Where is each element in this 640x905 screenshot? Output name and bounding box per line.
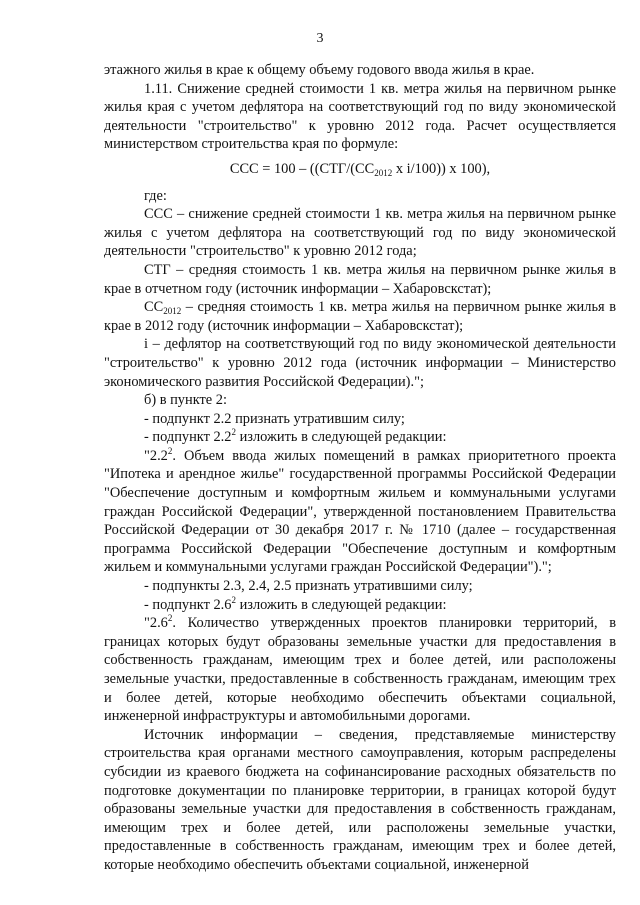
item-b-4-text-a: - подпункт 2.6 bbox=[144, 596, 232, 613]
item-b-2-text-a: - подпункт 2.2 bbox=[144, 429, 232, 446]
quote-2-2-2-num: "2.2 bbox=[144, 447, 168, 464]
item-b-4 bbox=[104, 596, 616, 615]
formula-subscript: 2012 bbox=[374, 167, 393, 178]
item-b: б) в пункте 2: bbox=[144, 392, 227, 409]
paragraph-continuation: этажного жилья в крае к общему объему годового ввода жилья в крае. bbox=[104, 62, 535, 78]
definition-cc-prefix: СС bbox=[144, 299, 164, 316]
definition-i: i – дефлятор на соответствующий год по виду экономической деятельности "строительство" к уровню 2012 года (источник информации – Министерство экономического развития Российской Федерации)."; bbox=[104, 336, 616, 390]
item-b-1: - подпункт 2.2 признать утратившим силу; bbox=[144, 410, 405, 427]
definition-cc2012 bbox=[104, 298, 616, 335]
quote-2-6-2-sup: 2 bbox=[167, 613, 173, 624]
quote-2-2-2-text: . Объем ввода жилых помещений в рамках приоритетного проекта "Ипотека и арендное жилье" государственной программы Российской Федерации "Обеспечение доступным и комфортным жильем и коммунальными услугами граждан Российской Федерации", утвержденной постановлением Правительства Российской Федерации от 30 декабря 2017 г. № 1710 (далее – государственная программа Российской Федерации "Обеспечение доступным и комфортным жильем и коммунальными услугами граждан Российской Федерации")."; bbox=[104, 447, 616, 576]
item-b-4-sup: 2 bbox=[231, 594, 236, 605]
paragraph-1-11: 1.11. Снижение средней стоимости 1 кв. метра жилья на первичном рынке жилья края с учетом дефлятора на соответствующий год по виду экономической деятельности "строительство" к уровню 2012 года. Расчет осуществляется министерством строительства края по формуле: bbox=[104, 80, 616, 153]
quote-2-6-2-text: . Количество утвержденных проектов планировки территорий, в границах которых будут образованы земельные участки для предоставления в собственность гражданам, имеющим трех и более детей, или расположены земельные участки, предоставленные в собственность гражданам, имеющим трех и более детей, которые необходимо обеспечить объектами социальной, инженерной инфраструктуры и автомобильными дорогами. bbox=[104, 615, 616, 725]
definition-ctg: СТГ – средняя стоимость 1 кв. метра жилья на первичном рынке жилья в крае в отчетном году (источник информации – Хабаровскстат); bbox=[104, 261, 616, 297]
where-label: где: bbox=[144, 187, 167, 204]
item-b-2-sup: 2 bbox=[231, 427, 236, 438]
formula-part2: x i/100)) x 100), bbox=[392, 160, 491, 177]
item-b-4-text-b: изложить в следующей редакции: bbox=[235, 596, 447, 613]
formula-part1: ССС = 100 – ((СТГ/(СС bbox=[229, 160, 375, 177]
quote-2-2-2 bbox=[104, 447, 616, 577]
page-number: 3 bbox=[316, 31, 324, 46]
quote-2-2-2-sup: 2 bbox=[167, 445, 173, 456]
formula bbox=[104, 160, 616, 179]
document-body bbox=[104, 61, 616, 875]
quote-2-6-2-num: "2.6 bbox=[144, 615, 168, 632]
definition-cc-text: – средняя стоимость 1 кв. метра жилья на первичном рынке жилья в крае в 2012 году (источник информации – Хабаровскстат); bbox=[104, 299, 616, 334]
item-b-2-text-b: изложить в следующей редакции: bbox=[235, 429, 447, 446]
definition-ccc: ССС – снижение средней стоимости 1 кв. метра жилья на первичном рынке жилья с учетом дефлятора на соответствующий год по виду экономической деятельности "строительство" к уровню 2012 года; bbox=[104, 206, 616, 260]
quote-2-6-2 bbox=[104, 614, 616, 726]
source-paragraph: Источник информации – сведения, представляемые министерству строительства края органами местного самоуправления, которым распределены субсидии из краевого бюджета на софинансирование расходных обязательств по подготовке документации по планировке территории, в границах которой будут образованы земельные участки для предоставления в собственность гражданам, имеющим трех и более детей, или расположены земельные участки, предоставленные в собственность гражданам, имеющим трех и более детей, которые необходимо обеспечить объектами социальной, инженерной bbox=[104, 726, 616, 873]
item-b-2 bbox=[104, 428, 616, 447]
definition-cc-subscript: 2012 bbox=[163, 306, 182, 317]
item-b-3: - подпункты 2.3, 2.4, 2.5 признать утратившими силу; bbox=[144, 578, 473, 595]
